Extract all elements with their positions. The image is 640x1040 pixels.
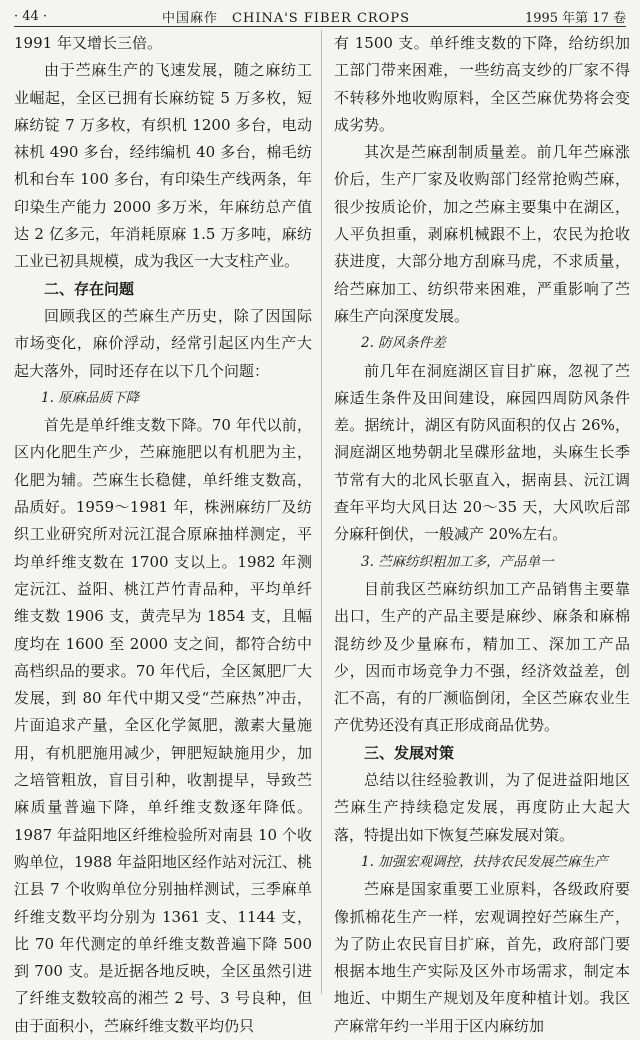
section-heading: 三、发展对策: [364, 743, 455, 762]
paragraph: 由于苎麻生产的飞速发展，随之麻纺工业崛起，全区已拥有长麻纺锭 5 万多枚，短麻纺锭 7 万多枚，有织机 1200 多台，电动袜机 490 多台，经纬编机 40 多台，棉毛纺机和台车 100 多台，有印染生产线两条，年印染生产能力 2000 多万米，年麻纺总产值达 2 亿多元，年消耗原麻 1.5 万多吨，麻纺工业已初具规模，成为我区一大支柱产业。: [14, 61, 312, 271]
paragraph: 1991 年又增长三倍。: [14, 34, 162, 52]
issue-info: 1995 年第 17 卷: [524, 10, 626, 26]
left-column: [14, 30, 312, 1035]
page-number: · 44 ·: [14, 8, 48, 24]
paragraph: 回顾我区的苎麻生产历史，除了因国际市场变化，麻价浮动，经常引起区内生产大起大落外，同时还存在以下几个问题：: [14, 306, 312, 380]
subsection-heading: 1. 原麻品质下降: [41, 389, 140, 406]
subsection-heading: 1. 加强宏观调控，扶持农民发展苎麻生产: [361, 853, 608, 870]
subsection-heading: 2. 防风条件差: [361, 335, 446, 352]
paragraph: 苎麻是国家重要工业原料，各级政府要像抓棉花生产一样，宏观调控好苎麻生产，为了防止农民盲目扩麻，首先，政府部门要根据本地生产实际及区外市场需求，制定本地近、中期生产规划及年度种植计划。我区产麻常年约一半用于区内麻纺加: [334, 880, 630, 1035]
right-column: [334, 30, 630, 1035]
journal-name: 中国麻作 CHINA'S FIBER CROPS: [162, 10, 410, 26]
paragraph: 其次是苎麻刮制质量差。前几年苎麻涨价后，生产厂家及收购部门经常抢购苎麻，很少按质论价，加之苎麻主要集中在湖区，人平负担重，剥麻机械跟不上，农民为抢收获进度，大部分地方刮麻马虎，不求质量，给苎麻加工、纺织带来困难，严重影响了苎麻生产向深度发展。: [334, 143, 630, 325]
paragraph: 目前我区苎麻纺织加工产品销售主要靠出口，生产的产品主要是麻纱、麻条和麻棉混纺纱及少量麻布，精加工、深加工产品少，因而市场竞争力不强，经济效益差，创汇不高，有的厂濒临倒闭，全区苎麻农业生产优势还没有真正形成商品优势。: [334, 579, 630, 735]
section-heading: 二、存在问题: [44, 279, 135, 298]
column-divider: [321, 30, 322, 994]
subsection-heading: 3. 苎麻纺织粗加工多，产品单一: [361, 553, 554, 570]
paragraph: 首先是单纤维支数下降。70 年代以前，区内化肥生产少，苎麻施肥以有机肥为主，化肥为辅。苎麻生长稳健，单纤维支数高，品质好。1959～1981 年，株洲麻纺厂及纺织工业研究所对沅江混合原麻抽样测定，平均单纤维支数在 1700 支以上。1982 年测定沅江、益阳、桃江芦竹青品种，平均单纤维支数 1906 支，黄壳早为 1854 支，且幅度均在 1600 至 2000 支之间，都符合纺中高档织品的要求。70 年代后，全区氮肥厂大发展，到 80 年代中期又受“苎麻热”冲击，片面追求产量，全区化学氮肥，激素大量施用，有机肥施用减少，钾肥短缺施用少，加之培管粗放，盲目引种，收割提早，导致苎麻质量普遍下降，单纤维支数逐年降低。1987 年益阳地区纤维检验所对南县 10 个收购单位，1988 年益阳地区经作站对沅江、桃江县 7 个收购单位分别抽样测试，三季麻单纤维支数平均分别为 1361 支、1144 支，比 70 年代测定的单纤维支数普遍下降 500 到 700 支。是近据各地反映，全区虽然引进了纤维支数较高的湘苎 2 号、3 号良种，但由于面积小，苎麻纤维支数平均仍只: [14, 416, 312, 1035]
paragraph: 前几年在洞庭湖区盲目扩麻，忽视了苎麻适生条件及田间建设，麻园四周防风条件差。据统计，湖区有防风面积的仅占 26%，洞庭湖区地势朝北呈碟形盆地，头麻生长季节常有大的北风长驱直入，据南县、沅江调查年平均大风日达 20～35 天，大风吹后部分麻秆倒伏，一般减产 20%左右。: [334, 361, 630, 544]
paragraph: 有 1500 支。单纤维支数的下降，给纺织加工部门带来困难，一些纺高支纱的厂家不得不转移外地收购原料，全区苎麻优势将会变成劣势。: [334, 34, 630, 134]
paragraph: 总结以往经验教训，为了促进益阳地区苎麻生产持续稳定发展，再度防止大起大落，特提出如下恢复苎麻发展对策。: [334, 771, 630, 844]
running-header: [14, 6, 626, 27]
